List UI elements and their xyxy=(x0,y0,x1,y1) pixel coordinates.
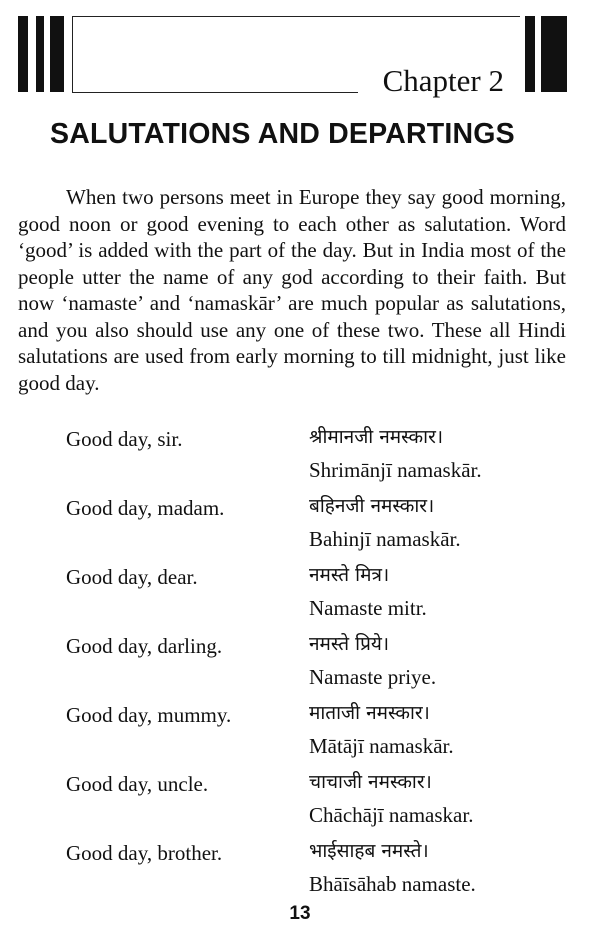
phrase-item xyxy=(66,768,586,837)
hindi-phrase: भाईसाहब नमस्ते। xyxy=(309,840,429,862)
intro-paragraph: When two persons meet in Europe they say good morning, good noon or good evening to each other as salutation. Word ‘good’ is added with the part of the day. But in India most of the people utter the name of any god according to their faith. But now ‘namaste’ and ‘namaskār’ are much popular as salutations, and you also should use any one of these two. These all Hindi salutations are used from early morning to till midnight, just like good day. xyxy=(18,185,566,395)
english-phrase: Good day, madam. xyxy=(66,496,225,520)
hindi-phrase: नमस्ते मित्र। xyxy=(309,564,390,586)
header-bar-left-mid xyxy=(36,16,44,92)
phrase-item xyxy=(66,492,586,561)
header-rule xyxy=(72,92,358,93)
phrase-item xyxy=(66,630,586,699)
transliteration: Bhāīsāhab namaste. xyxy=(309,872,476,896)
transliteration: Namaste priye. xyxy=(309,665,437,689)
transliteration: Chāchājī namaskar. xyxy=(309,803,474,827)
phrase-item xyxy=(66,837,586,906)
chapter-label: Chapter 2 xyxy=(382,63,504,98)
english-phrase: Good day, uncle. xyxy=(66,772,209,796)
header-bar-left-thick xyxy=(18,16,28,92)
english-phrase: Good day, dear. xyxy=(66,565,198,589)
hindi-phrase: चाचाजी नमस्कार। xyxy=(309,771,432,793)
transliteration: Mātājī namaskār. xyxy=(309,734,454,758)
hindi-phrase: माताजी नमस्कार। xyxy=(309,702,430,724)
hindi-phrase: श्रीमानजी नमस्कार। xyxy=(309,426,444,448)
english-phrase: Good day, darling. xyxy=(66,634,223,658)
english-phrase: Good day, mummy. xyxy=(66,703,232,727)
chapter-header xyxy=(0,0,600,110)
phrase-item xyxy=(66,423,586,492)
hindi-phrase: नमस्ते प्रिये। xyxy=(309,633,390,655)
phrase-item xyxy=(66,561,586,630)
transliteration: Shrimānjī namaskār. xyxy=(309,458,482,482)
hindi-phrase: बहिनजी नमस्कार। xyxy=(309,495,435,517)
header-bar-left-inner xyxy=(50,16,64,92)
page-number: 13 xyxy=(289,903,311,924)
english-phrase: Good day, sir. xyxy=(66,427,183,451)
phrase-item xyxy=(66,699,586,768)
transliteration: Bahinjī namaskār. xyxy=(309,527,461,551)
english-phrase: Good day, brother. xyxy=(66,841,223,865)
section-title: SALUTATIONS AND DEPARTINGS xyxy=(50,118,515,150)
phrase-list xyxy=(66,423,586,906)
header-bar-right-thick xyxy=(541,16,567,92)
header-bar-right-inner xyxy=(525,16,535,92)
transliteration: Namaste mitr. xyxy=(309,596,427,620)
